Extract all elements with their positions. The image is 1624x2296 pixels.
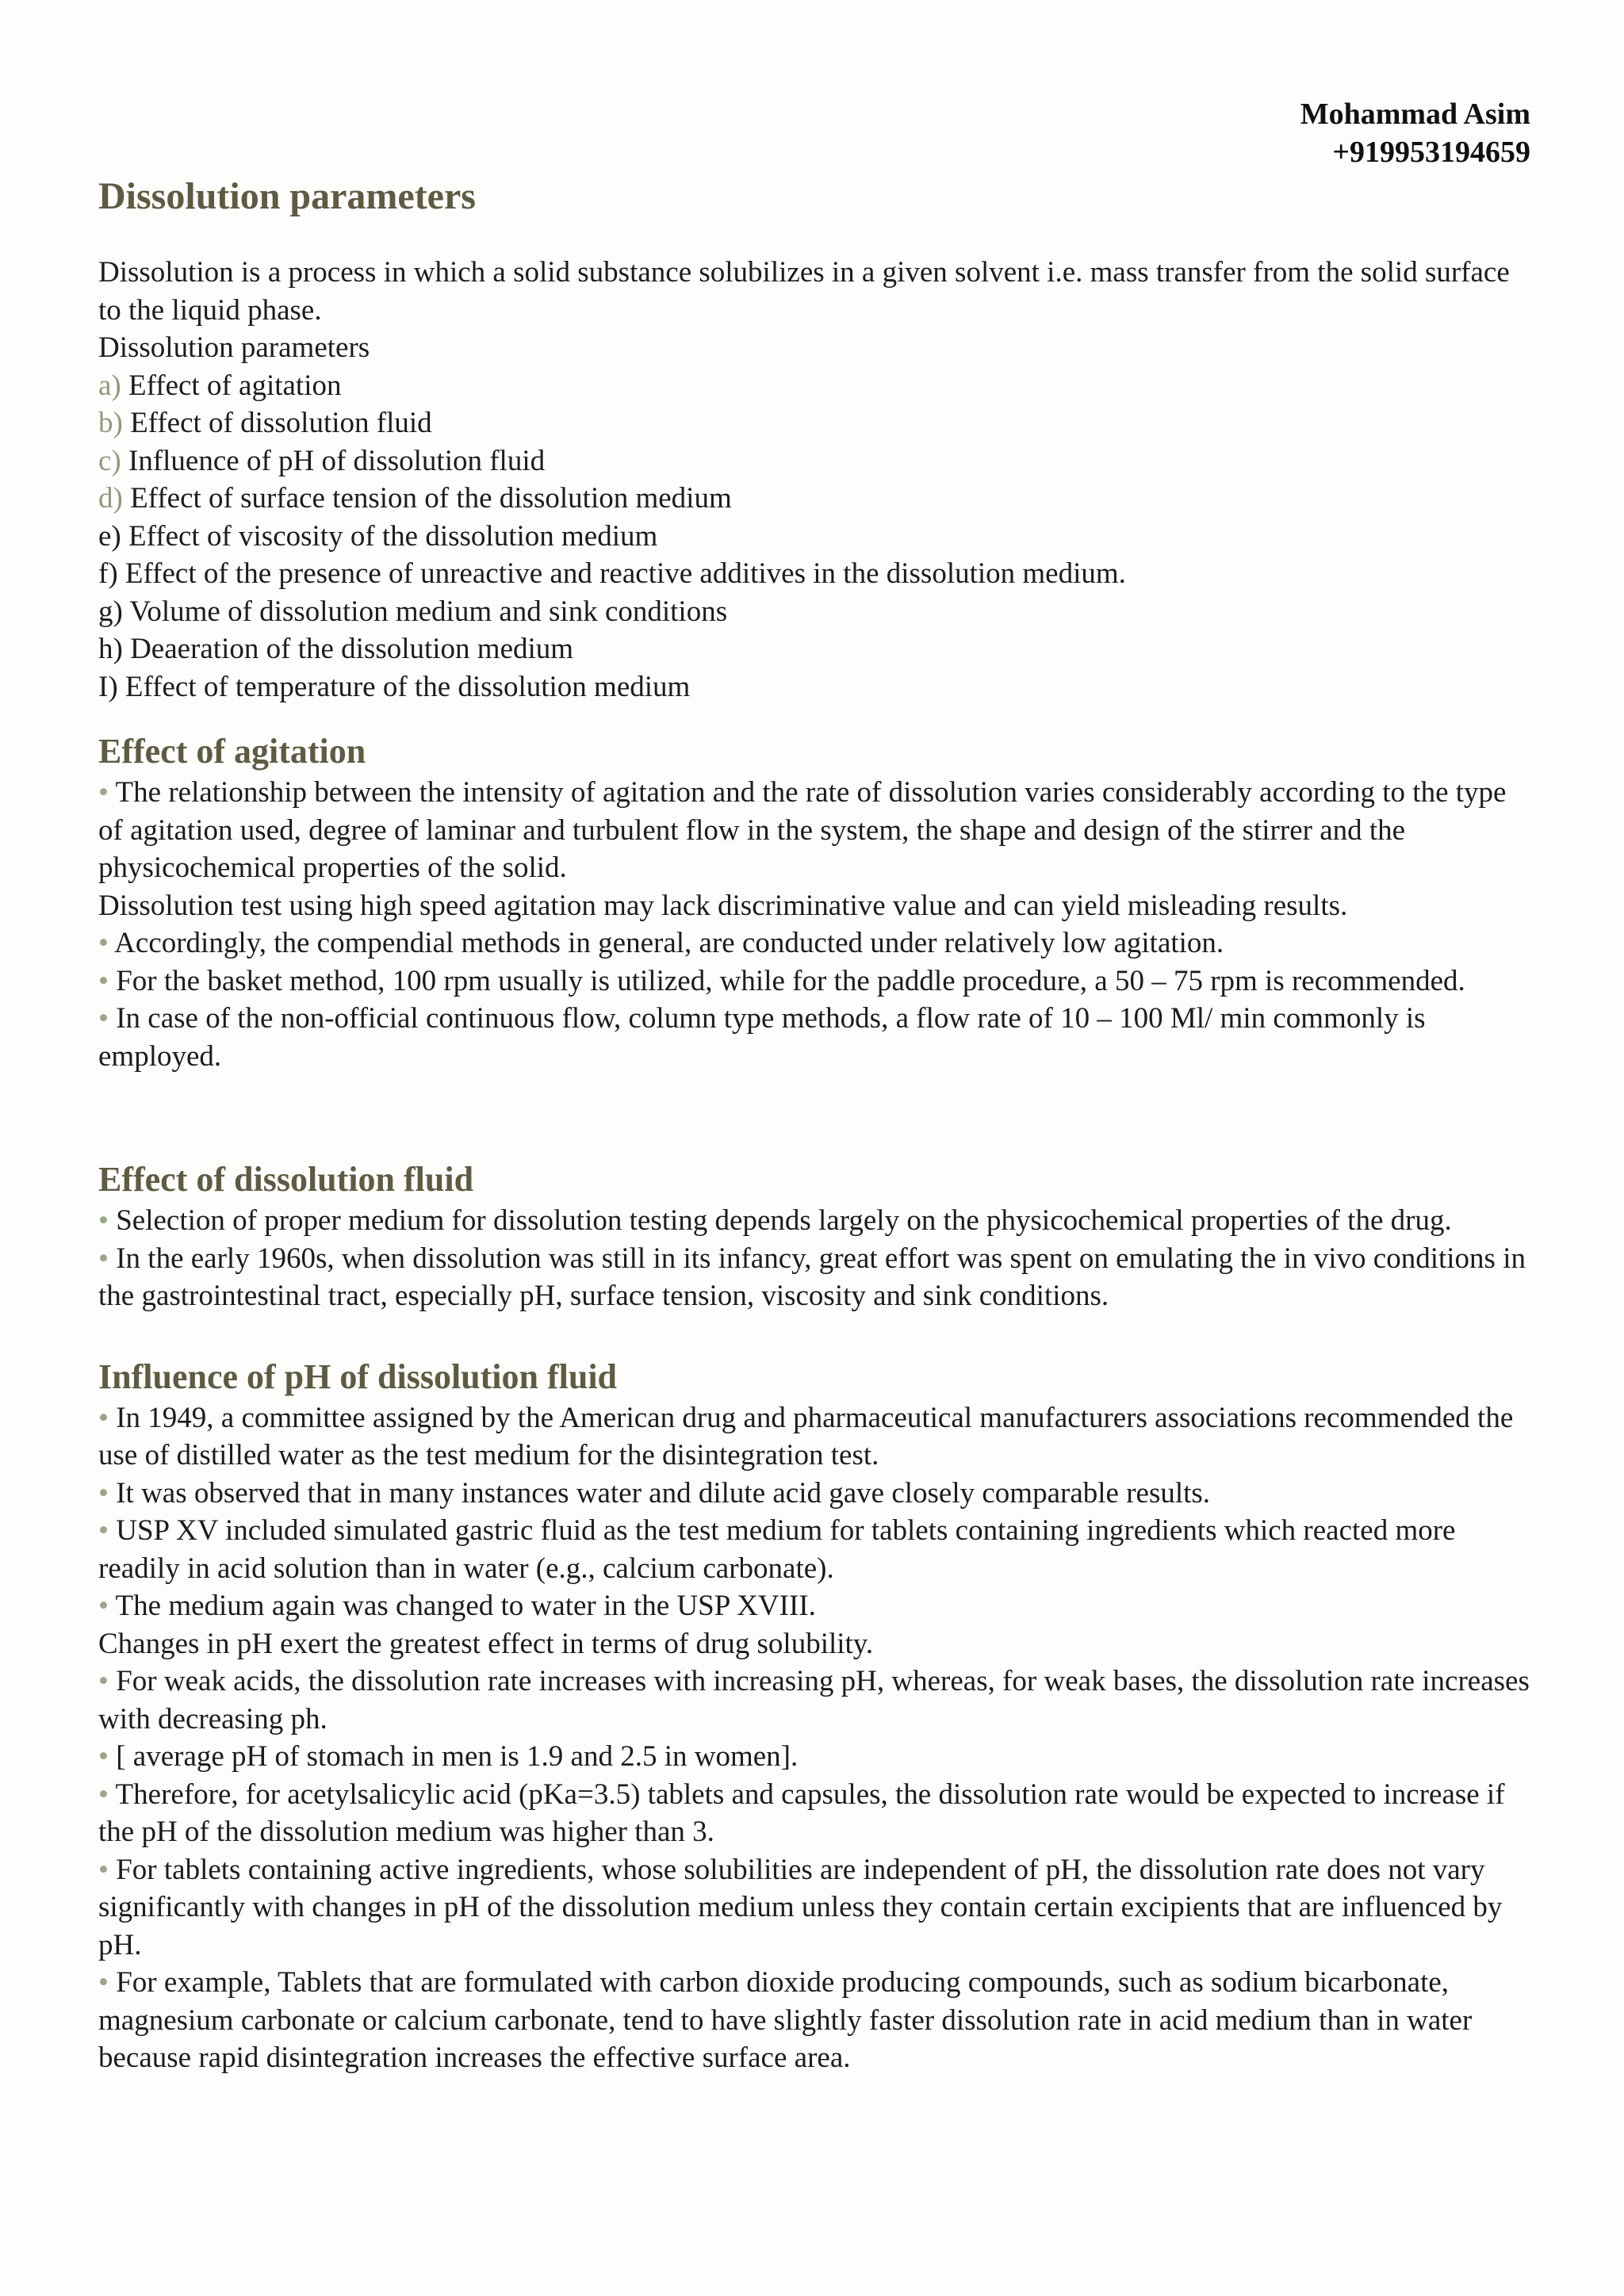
bullet-icon: •: [98, 1401, 117, 1434]
paragraph: [98, 774, 1530, 887]
bullet-icon: •: [98, 1665, 117, 1697]
bullet-icon: •: [98, 1476, 117, 1510]
list-item-marker: b): [98, 407, 123, 439]
paragraph-text: [ average pH of stomach in men is 1.9 and 2.5 in women].: [116, 1740, 799, 1773]
paragraph-text: In case of the non-official continuous flow, column type methods, a flow rate of 10 – 100 Ml/ min commonly is employed.: [98, 1002, 1426, 1073]
paragraph-text: Changes in pH exert the greatest effect in terms of drug solubility.: [98, 1627, 874, 1660]
section-heading: Influence of pH of dissolution fluid: [98, 1357, 618, 1396]
paragraph: [98, 1851, 1530, 1965]
section-dissolution-fluid: [98, 1158, 1530, 1315]
paragraph: [98, 1399, 1530, 1475]
author-block: [1300, 95, 1530, 171]
paragraph: [98, 962, 1530, 1001]
author-name: Mohammad Asim: [1300, 98, 1530, 131]
list-item-text: Effect of agitation: [121, 369, 342, 402]
spacer: [98, 1075, 1530, 1158]
paragraph-text: Dissolution test using high speed agitation may lack discriminative value and can yield misleading results.: [98, 889, 1348, 922]
intro-section: [98, 254, 1530, 706]
paragraph: [98, 1202, 1530, 1240]
paragraph-text: Therefore, for acetylsalicylic acid (pKa=3.5) tablets and capsules, the dissolution rate would be expected to increase if the pH of the dissolution medium was higher than 3.: [98, 1777, 1505, 1848]
parameters-list-item: [98, 518, 1530, 556]
bullet-icon: •: [98, 1853, 117, 1886]
paragraph-text: USP XV included simulated gastric fluid as the test medium for tablets containing ingredients which reacted more readily in acid solution than in water (e.g., calcium carbonate).: [98, 1514, 1456, 1585]
list-item-marker: e): [98, 519, 121, 553]
spacer: [98, 706, 1530, 729]
list-item-text: Effect of dissolution fluid: [122, 407, 432, 439]
paragraph: [98, 1512, 1530, 1587]
paragraph: [98, 1663, 1530, 1738]
parameters-list-heading: Dissolution parameters: [98, 331, 370, 364]
paragraph-text: For the basket method, 100 rpm usually is utilized, while for the paddle procedure, a 50 – 75 rpm is recommended.: [116, 964, 1465, 997]
bullet-icon: •: [98, 1777, 116, 1811]
parameters-list-item: [98, 480, 1530, 518]
paragraph: [98, 887, 1530, 925]
list-item-marker: a): [98, 369, 121, 402]
list-item-marker: f): [98, 557, 118, 590]
list-item-marker: c): [98, 444, 121, 477]
bullet-icon: •: [98, 776, 116, 809]
bullet-icon: •: [98, 1002, 117, 1035]
bullet-icon: •: [98, 927, 115, 959]
paragraph: [98, 1625, 1530, 1663]
paragraph-text: For example, Tablets that are formulated with carbon dioxide producing compounds, such as sodium bicarbonate, magnesium carbonate or calcium carbonate, tend to have slightly faster dissolution rate in acid medium than in water because rapid disintegration increases the effective surface area.: [98, 1966, 1473, 2074]
document-title: Dissolution parameters: [98, 175, 476, 217]
paragraph: [98, 1738, 1530, 1776]
bullet-icon: •: [98, 1242, 117, 1275]
list-item-text: Effect of viscosity of the dissolution medium: [121, 519, 658, 553]
paragraph-text: For tablets containing active ingredients, whose solubilities are independent of pH, the dissolution rate does not vary significantly with changes in pH of the dissolution medium unless they contain certain excipients that are influenced by pH.: [98, 1853, 1503, 1961]
paragraph: [98, 1964, 1530, 2077]
paragraph-text: The relationship between the intensity of agitation and the rate of dissolution varies considerably according to the type of agitation used, degree of laminar and turbulent flow in the system, the shape and design of the stirrer and the physicochemical properties of the solid.: [98, 776, 1507, 884]
paragraph: [98, 1000, 1530, 1075]
parameters-list-item: [98, 442, 1530, 480]
section-agitation: [98, 729, 1530, 1075]
author-phone: +919953194659: [1332, 136, 1530, 169]
parameters-list-item: [98, 367, 1530, 405]
section-paragraphs: [98, 1202, 1530, 1315]
paragraph-text: It was observed that in many instances water and dilute acid gave closely comparable results.: [116, 1476, 1211, 1510]
paragraph: [98, 924, 1530, 962]
section-ph-influence: [98, 1355, 1530, 2077]
parameters-list-item: [98, 404, 1530, 442]
list-item-text: Effect of the presence of unreactive and reactive additives in the dissolution medium.: [117, 557, 1126, 590]
parameters-list-item: [98, 593, 1530, 631]
spacer: [98, 1315, 1530, 1355]
section-heading: Effect of dissolution fluid: [98, 1160, 474, 1199]
bullet-icon: •: [98, 1966, 117, 1999]
list-item-text: Effect of surface tension of the dissolution medium: [122, 482, 732, 515]
document-body: [98, 254, 1530, 2077]
list-item-text: Deaeration of the dissolution medium: [122, 633, 574, 665]
parameters-list: [98, 367, 1530, 706]
paragraph-text: The medium again was changed to water in the USP XVIII.: [115, 1590, 816, 1622]
paragraph-text: Selection of proper medium for dissolution testing depends largely on the physicochemical properties of the drug.: [116, 1204, 1452, 1237]
section-heading: Effect of agitation: [98, 732, 366, 771]
bullet-icon: •: [98, 1204, 117, 1237]
bullet-icon: •: [98, 1590, 116, 1622]
paragraph-text: In 1949, a committee assigned by the American drug and pharmaceutical manufacturers associations recommended the use of distilled water as the test medium for the disintegration test.: [98, 1401, 1514, 1471]
intro-definition: Dissolution is a process in which a solid substance solubilizes in a given solvent i.e. mass transfer from the solid surface to the liquid phase.: [98, 256, 1510, 327]
list-item-marker: h): [98, 633, 123, 665]
paragraph-text: Accordingly, the compendial methods in general, are conducted under relatively low agitation.: [114, 927, 1224, 959]
bullet-icon: •: [98, 1740, 117, 1773]
bullet-icon: •: [98, 964, 117, 997]
list-item-marker: g): [98, 595, 123, 628]
section-paragraphs: [98, 774, 1530, 1075]
list-item-text: Influence of pH of dissolution fluid: [121, 444, 546, 477]
section-paragraphs: [98, 1399, 1530, 2077]
parameters-list-item: [98, 555, 1530, 593]
bullet-icon: •: [98, 1514, 117, 1547]
parameters-list-item: [98, 668, 1530, 706]
parameters-list-item: [98, 630, 1530, 668]
list-item-text: Volume of dissolution medium and sink conditions: [122, 595, 728, 628]
paragraph: [98, 1776, 1530, 1851]
paragraph-text: In the early 1960s, when dissolution was still in its infancy, great effort was spent on emulating the in vivo conditions in the gastrointestinal tract, especially pH, surface tension, viscosity and sink conditions.: [98, 1242, 1526, 1312]
paragraph: [98, 1587, 1530, 1625]
paragraph-text: For weak acids, the dissolution rate increases with increasing pH, whereas, for weak bases, the dissolution rate increases with decreasing ph.: [98, 1665, 1530, 1735]
list-item-text: Effect of temperature of the dissolution medium: [117, 670, 691, 703]
list-item-marker: d): [98, 482, 123, 515]
paragraph: [98, 1240, 1530, 1315]
paragraph: [98, 1475, 1530, 1513]
list-item-marker: I): [98, 670, 118, 703]
